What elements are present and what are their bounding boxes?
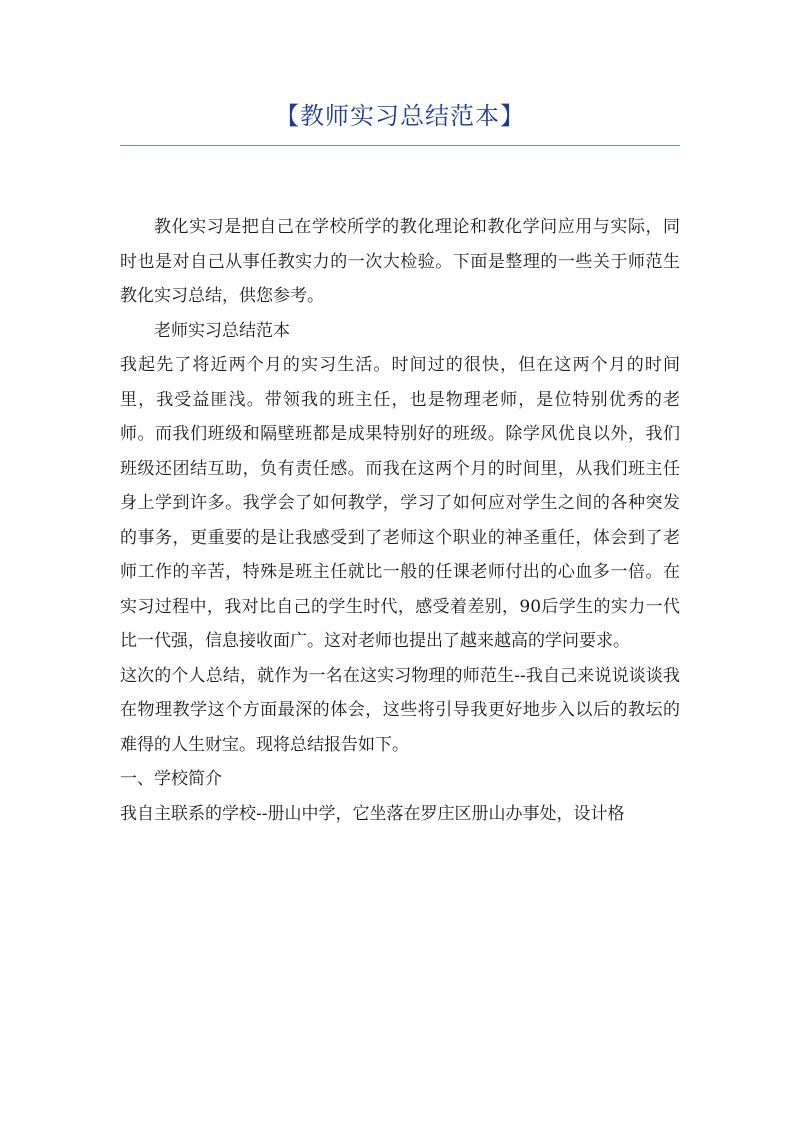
body-paragraph-3: 我自主联系的学校--册山中学，它坐落在罗庄区册山办事处，设计格 (120, 803, 625, 824)
document-title: 【教师实习总结范本】 (275, 102, 525, 130)
title-underline (120, 145, 680, 146)
section-heading: 老师实习总结范本 (154, 320, 290, 341)
document-body (120, 210, 680, 831)
body-paragraph-2: 这次的个人总结，就作为一名在这实习物理的师范生--我自己来说说谈谈我在物理教学这个方面最深的体会，这些将引导我更好地步入以后的教坛的难得的人生财宝。现将总结报告如下。 (120, 665, 680, 755)
body-paragraph-1: 我起先了将近两个月的实习生活。时间过的很快，但在这两个月的时间里，我受益匪浅。带领我的班主任，也是物理老师，是位特别优秀的老师。而我们班级和隔壁班都是成果特别好的班级。除学风优良以外，我们班级还团结互助，负有责任感。而我在这两个月的时间里，从我们班主任身上学到许多。我学会了如何教学，学习了如何应对学生之间的各种突发的事务，更重要的是让我感受到了老师这个职业的神圣重任，体会到了老师工作的辛苦，特殊是班主任就比一般的任课老师付出的心血多一倍。在实习过程中，我对比自己的学生时代，感受着差别，90后学生的实力一代比一代强，信息接收面广。这对老师也提出了越来越高的学问要求。 (120, 355, 680, 651)
intro-paragraph: 教化实习是把自己在学校所学的教化理论和教化学问应用与实际，同时也是对自己从事任教实力的一次大检验。下面是整理的一些关于师范生教化实习总结，供您参考。 (120, 217, 680, 306)
subsection-heading: 一、学校简介 (120, 769, 222, 789)
